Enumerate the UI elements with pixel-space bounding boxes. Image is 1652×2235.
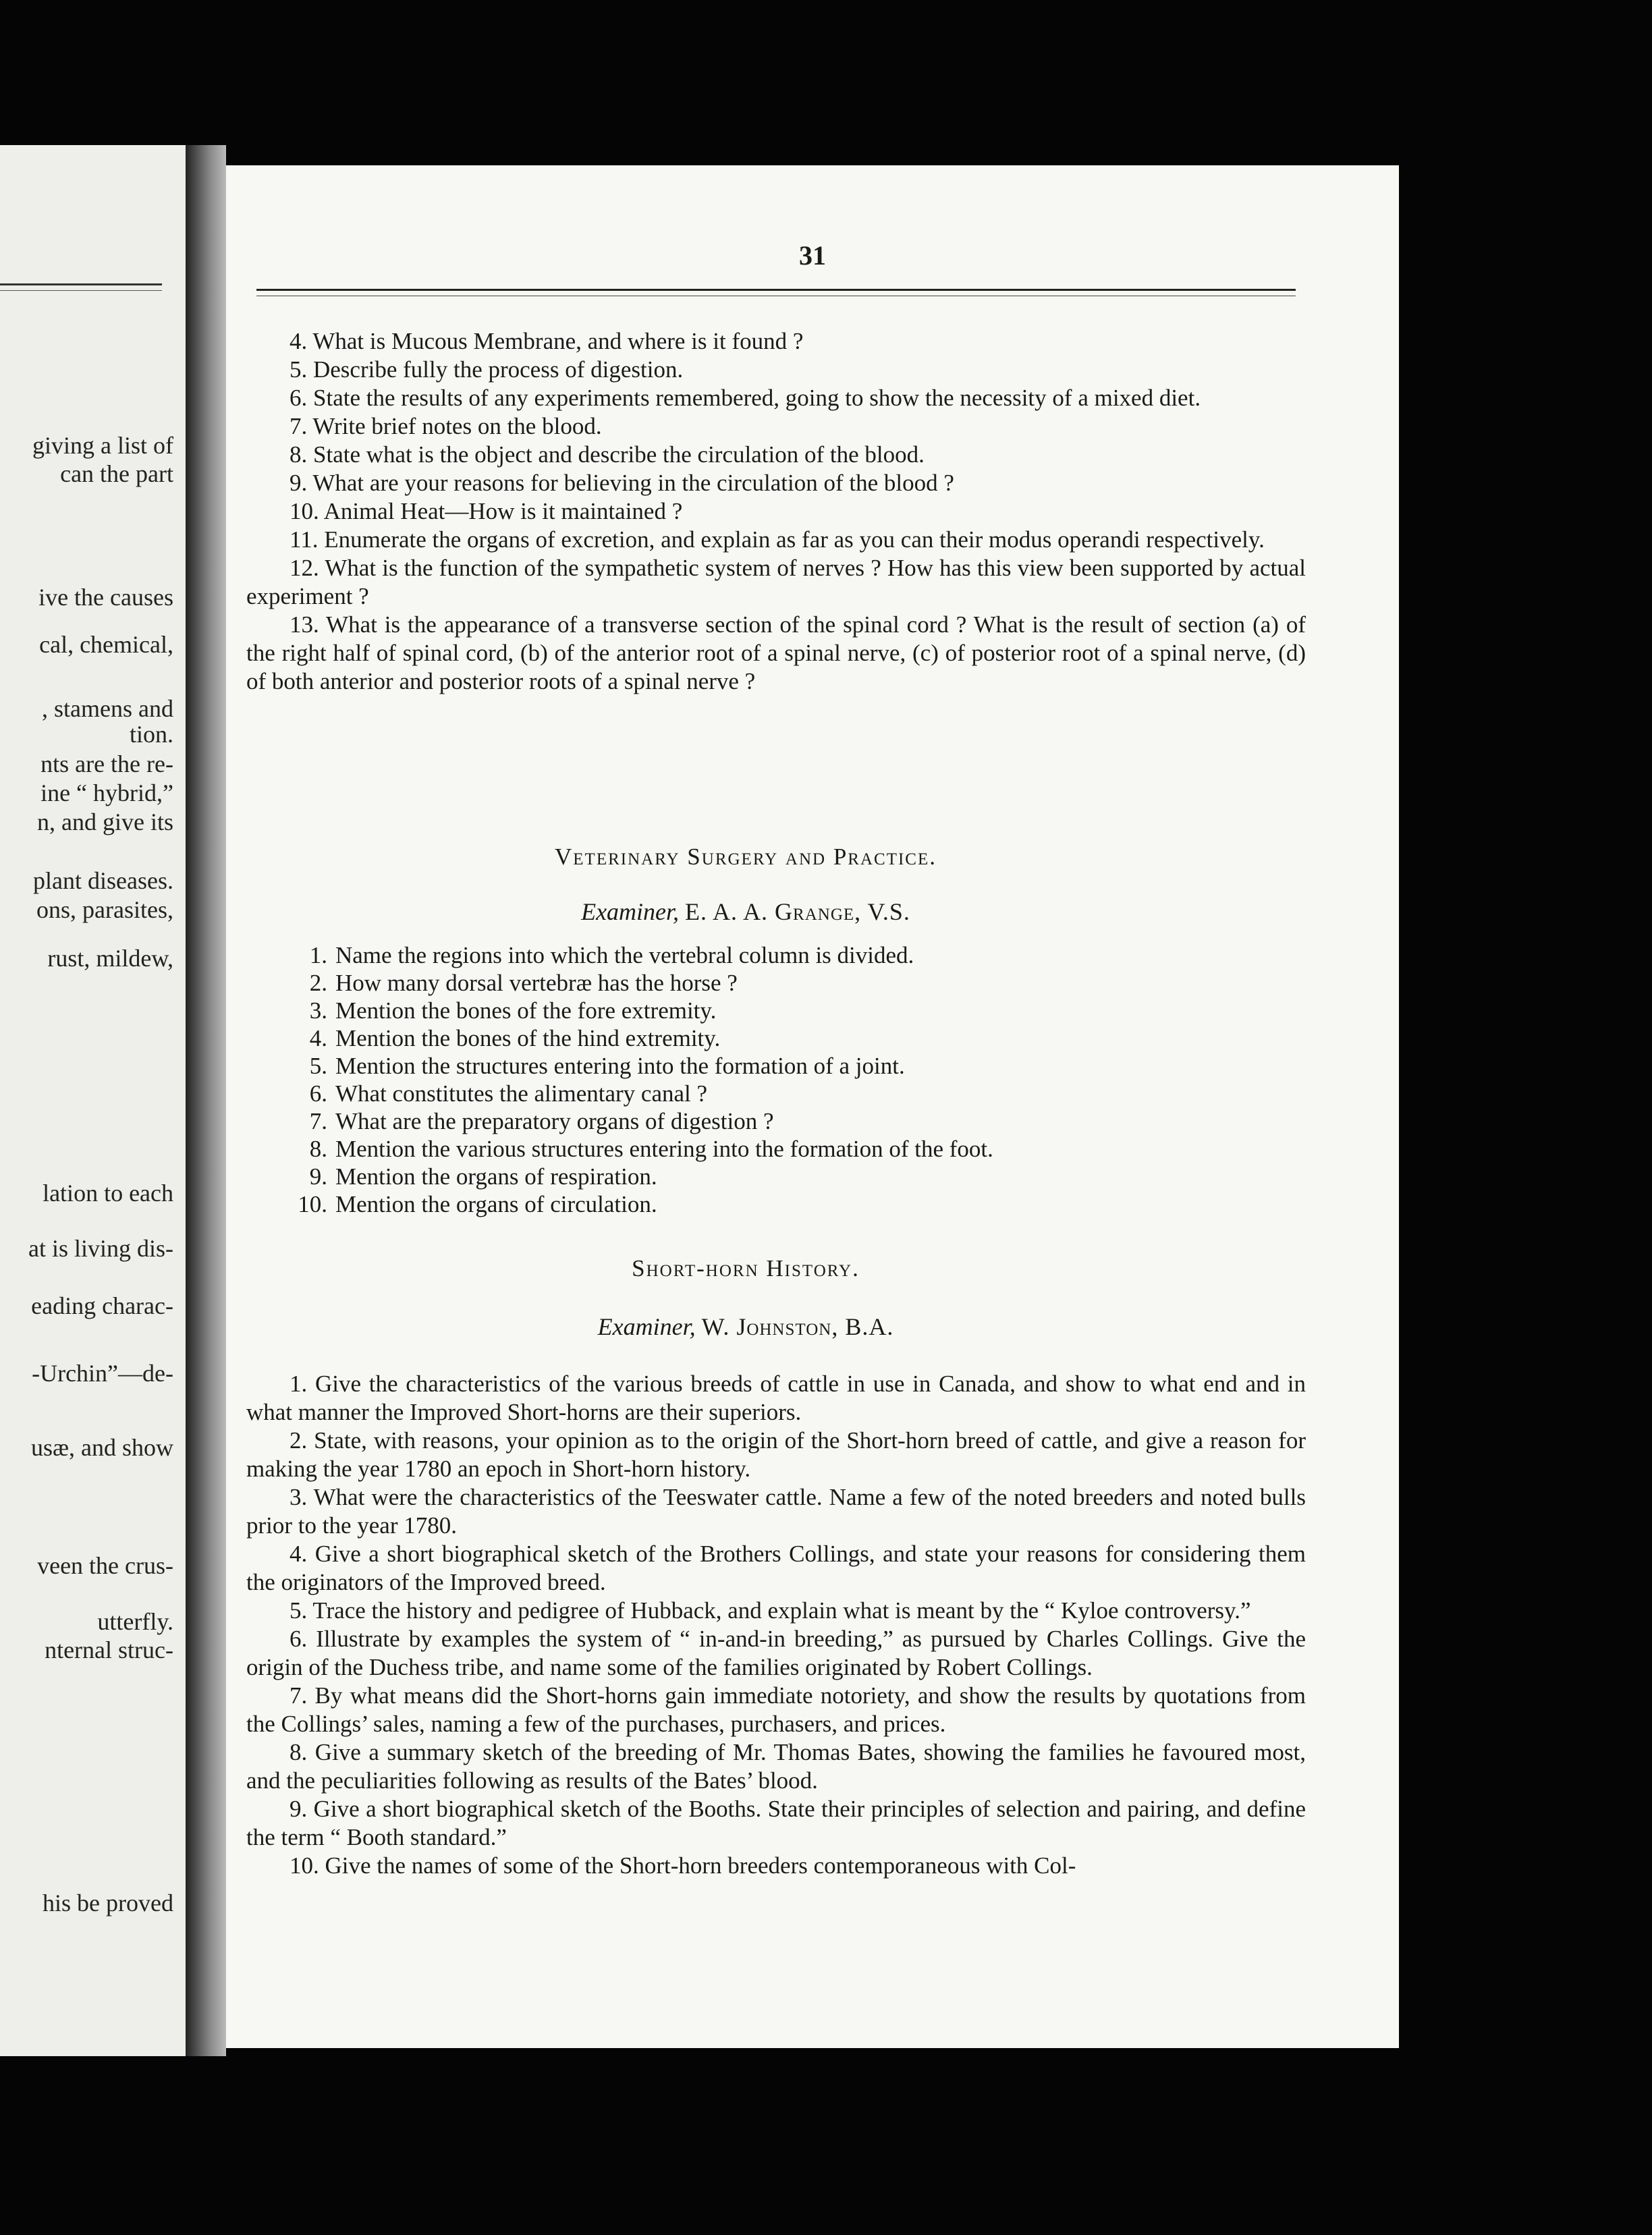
- list-item: [267, 1080, 1279, 1107]
- header-rule-thick: [256, 289, 1296, 291]
- question-number: 6.: [309, 1080, 327, 1107]
- question-text: Mention the organs of circulation.: [335, 1191, 657, 1217]
- question-paragraph: 9. Give a short biographical sketch of the Booths. State their principles of selection and pairing, and define the term “ Booth standard.”: [246, 1796, 1306, 1850]
- question-paragraph: 11. Enumerate the organs of excretion, and explain as far as you can their modus operandi respectively.: [290, 526, 1265, 553]
- left-page-line: , stamens and: [42, 695, 173, 722]
- question-paragraph: 2. State, with reasons, your opinion as to the origin of the Short-horn breed of cattle, and give a reason for making the year 1780 an epoch in Short-horn history.: [246, 1427, 1306, 1482]
- list-item: [267, 1024, 1279, 1052]
- question-text: Mention the bones of the hind extremity.: [335, 1025, 721, 1051]
- section-heading-veterinary: Veterinary Surgery and Practice.: [555, 844, 937, 870]
- left-page-line: at is living dis-: [28, 1235, 173, 1262]
- left-page-line: veen the crus-: [37, 1552, 173, 1579]
- examiner-shorthorn: [226, 1313, 1265, 1341]
- question-text: What constitutes the alimentary canal ?: [335, 1080, 708, 1107]
- question-paragraph: 6. Illustrate by examples the system of “ in-and-in breeding,” as pursued by Charles Collings. Give the origin of the Duchess tribe, and name some of the families originated by Robert Collings.: [246, 1626, 1306, 1680]
- veterinary-questions: [267, 941, 1279, 1218]
- question-number: 8.: [309, 1136, 327, 1162]
- question-paragraph: 8. Give a summary sketch of the breeding of Mr. Thomas Bates, showing the families he favoured most, and the peculiarities following as results of the Bates’ blood.: [246, 1739, 1306, 1794]
- question-paragraph: 3. What were the characteristics of the Teeswater cattle. Name a few of the noted breeders and noted bulls prior to the year 1780.: [246, 1484, 1306, 1539]
- question-paragraph: 5. Describe fully the process of digestion.: [290, 356, 684, 383]
- question-paragraph: 8. State what is the object and describe the circulation of the blood.: [290, 441, 925, 468]
- left-page-line: nternal struc-: [45, 1636, 173, 1663]
- left-page-line: giving a list of: [32, 432, 173, 459]
- list-item: [267, 1190, 1279, 1218]
- question-text: Mention the organs of respiration.: [335, 1163, 657, 1190]
- left-page-line: can the part: [60, 460, 173, 487]
- left-page-line: plant diseases.: [33, 867, 173, 894]
- question-paragraph: 1. Give the characteristics of the various breeds of cattle in use in Canada, and show to what end and in what manner the Improved Short-horns are their superiors.: [246, 1371, 1306, 1425]
- left-page-line: lation to each: [43, 1180, 173, 1207]
- list-item: [267, 941, 1279, 969]
- question-paragraph: 4. Give a short biographical sketch of the Brothers Collings, and state your reasons for considering them the originators of the Improved breed.: [246, 1541, 1306, 1595]
- question-number: 2.: [309, 970, 327, 996]
- left-page-line: utterfly.: [97, 1608, 173, 1635]
- question-text: Mention the various structures entering into the formation of the foot.: [335, 1136, 993, 1162]
- examiner-name: E. A. A. Grange, V.S.: [685, 898, 910, 925]
- question-text: Name the regions into which the vertebral column is divided.: [335, 942, 914, 968]
- question-number: 3.: [309, 997, 327, 1024]
- question-paragraph: 10. Animal Heat—How is it maintained ?: [290, 498, 683, 524]
- list-item: [267, 997, 1279, 1024]
- question-paragraph: 7. By what means did the Short-horns gain immediate notoriety, and show the results by quotations from the Collings’ sales, naming a few of the purchases, purchasers, and prices.: [246, 1682, 1306, 1737]
- left-page-line: eading charac-: [31, 1292, 173, 1319]
- book-gutter: [186, 145, 226, 2056]
- left-page-line: cal, chemical,: [39, 631, 173, 658]
- list-item: [267, 1107, 1279, 1135]
- question-number: 1.: [309, 942, 327, 968]
- left-page-line: ine “ hybrid,”: [40, 779, 173, 806]
- question-text: What are the preparatory organs of digestion ?: [335, 1108, 774, 1134]
- question-paragraph: 12. What is the function of the sympathetic system of nerves ? How has this view been supported by actual experiment ?: [246, 555, 1306, 609]
- question-paragraph: 10. Give the names of some of the Short-horn breeders contemporaneous with Col-: [290, 1852, 1076, 1879]
- left-page-line: ive the causes: [38, 584, 173, 611]
- left-page-line: usæ, and show: [30, 1434, 173, 1461]
- examiner-label: Examiner,: [581, 898, 680, 925]
- left-page-line: nts are the re-: [40, 750, 173, 777]
- question-text: Mention the structures entering into the formation of a joint.: [335, 1053, 905, 1079]
- question-paragraph: 7. Write brief notes on the blood.: [290, 413, 602, 439]
- question-text: Mention the bones of the fore extremity.: [335, 997, 717, 1024]
- question-paragraph: 9. What are your reasons for believing in the circulation of the blood ?: [290, 470, 954, 496]
- examiner-veterinary: [226, 898, 1265, 926]
- left-page-rule: [0, 283, 162, 285]
- physiology-questions: [246, 327, 1306, 696]
- left-page-line: his be proved: [43, 1889, 173, 1916]
- question-number: 5.: [309, 1053, 327, 1079]
- question-paragraph: 5. Trace the history and pedigree of Hubback, and explain what is meant by the “ Kyloe controversy.”: [290, 1597, 1251, 1624]
- question-number: 10.: [298, 1191, 327, 1217]
- left-page-line: rust, mildew,: [47, 945, 173, 972]
- question-paragraph: 6. State the results of any experiments remembered, going to show the necessity of a mixed diet.: [290, 385, 1201, 411]
- section-heading-shorthorn: Short-horn History.: [632, 1255, 860, 1281]
- examiner-label: Examiner,: [597, 1313, 696, 1340]
- question-paragraph: 4. What is Mucous Membrane, and where is it found ?: [290, 328, 804, 354]
- question-number: 4.: [309, 1025, 327, 1051]
- list-item: [267, 1163, 1279, 1190]
- left-page-rule-thin: [0, 290, 162, 291]
- question-text: How many dorsal vertebræ has the horse ?: [335, 970, 738, 996]
- left-page-line: -Urchin”—de-: [32, 1360, 173, 1387]
- page-31: [226, 165, 1399, 2048]
- page-number: 31: [799, 240, 826, 271]
- left-page-line: n, and give its: [37, 808, 173, 835]
- left-page-line: ons, parasites,: [36, 896, 173, 923]
- examiner-name: W. Johnston, B.A.: [701, 1313, 894, 1340]
- question-number: 7.: [309, 1108, 327, 1134]
- question-paragraph: 13. What is the appearance of a transverse section of the spinal cord ? What is the result of section (a) of the right half of spinal cord, (b) of the anterior root of a spinal nerve, (c) of posterior root of a spinal nerve, (d) of both anterior and posterior roots of a spinal nerve ?: [246, 611, 1306, 694]
- list-item: [267, 1052, 1279, 1080]
- left-page-line: tion.: [129, 721, 173, 748]
- left-facing-page: [0, 145, 186, 2056]
- list-item: [267, 969, 1279, 997]
- shorthorn-questions: [246, 1370, 1306, 1880]
- question-number: 9.: [309, 1163, 327, 1190]
- list-item: [267, 1135, 1279, 1163]
